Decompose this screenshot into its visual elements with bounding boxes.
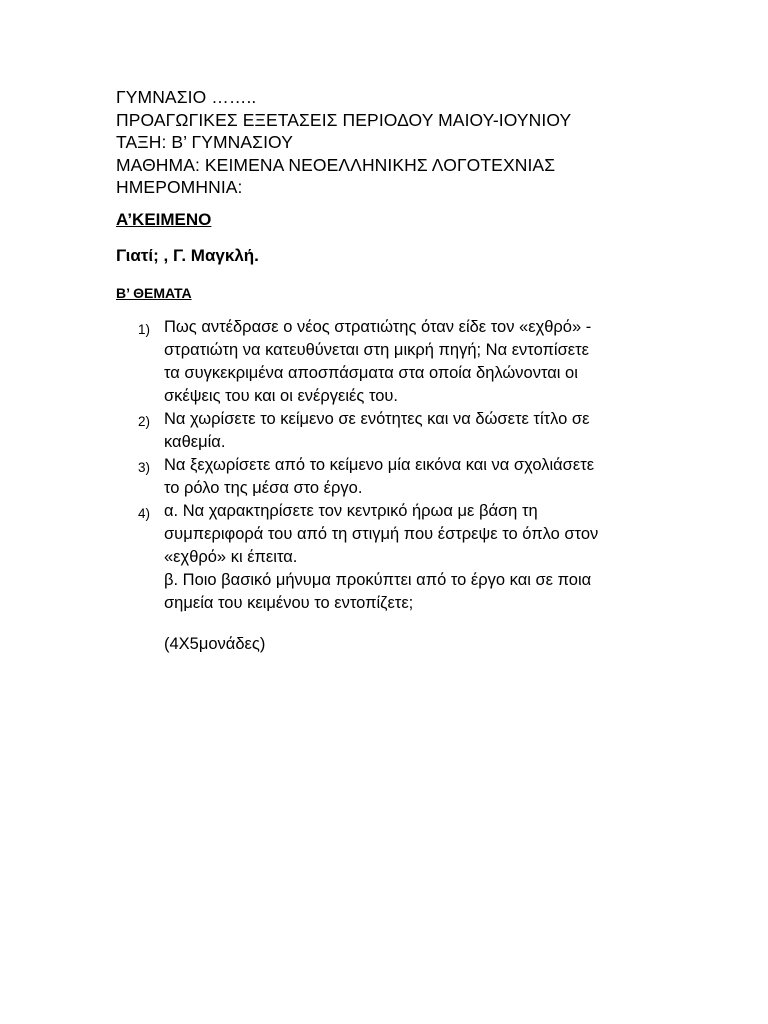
question-text-line: συμπεριφορά του από τη στιγμή που έστρεψε το όπλο στον bbox=[164, 525, 599, 543]
question-text-line: β. Ποιο βασικό μήνυμα προκύπτει από το έργο και σε ποια bbox=[164, 571, 592, 589]
question-text-line: καθεμία. bbox=[164, 433, 226, 451]
class-line: ΤΑΞΗ: Β’ ΓΥΜΝΑΣΙΟΥ bbox=[116, 132, 293, 152]
question-text-line: «εχθρό» κι έπειτα. bbox=[164, 548, 298, 566]
score-note: (4Χ5μονάδες) bbox=[164, 635, 266, 653]
date-line: ΗΜΕΡΟΜΗΝΙΑ: bbox=[116, 177, 243, 197]
question-text-line: το ρόλο της μέσα στο έργο. bbox=[164, 479, 363, 497]
question-item bbox=[138, 408, 648, 454]
question-item bbox=[138, 454, 648, 500]
exam-header bbox=[116, 86, 571, 199]
question-text-line: Πως αντέδρασε ο νέος στρατιώτης όταν είδε τον «εχθρό» - bbox=[164, 318, 592, 336]
subject-line: ΜΑΘΗΜΑ: ΚΕΙΜΕΝΑ ΝΕΟΕΛΛΗΝΙΚΗΣ ΛΟΓΟΤΕΧΝΙΑΣ bbox=[116, 154, 556, 175]
question-number: 2) bbox=[138, 414, 151, 429]
question-number: 4) bbox=[138, 506, 151, 521]
question-item bbox=[138, 500, 648, 615]
question-text-line: σκέψεις του και οι ενέργειές του. bbox=[164, 387, 399, 405]
question-text-line: α. Να χαρακτηρίσετε τον κεντρικό ήρωα με βάση τη bbox=[164, 502, 538, 520]
question-text-line: στρατιώτη να κατευθύνεται στη μικρή πηγή; Να εντοπίσετε bbox=[164, 341, 589, 359]
question-text-line: τα συγκεκριμένα αποσπάσματα στα οποία δηλώνονται οι bbox=[164, 364, 578, 382]
question-text-line: Να ξεχωρίσετε από το κείμενο μία εικόνα και να σχολιάσετε bbox=[164, 456, 595, 474]
question-number: 1) bbox=[138, 322, 151, 337]
school-line: ΓΥΜΝΑΣΙΟ …….. bbox=[116, 87, 257, 107]
question-text-line: σημεία του κειμένου το εντοπίζετε; bbox=[164, 594, 414, 612]
question-text-line: Να χωρίσετε το κείμενο σε ενότητες και να δώσετε τίτλο σε bbox=[164, 410, 590, 428]
exam-period-line: ΠΡΟΑΓΩΓΙΚΕΣ ΕΞΕΤΑΣΕΙΣ ΠΕΡΙΟΔΟΥ ΜΑΙΟΥ-ΙΟΥΝΙΟΥ bbox=[116, 109, 572, 130]
section-b-heading: Β’ ΘΕΜΑΤΑ bbox=[116, 285, 192, 301]
question-item bbox=[138, 316, 648, 408]
text-title: Γιατί; , Γ. Μαγκλή. bbox=[116, 246, 259, 265]
section-a-heading: Α’ΚΕΙΜΕΝΟ bbox=[116, 210, 212, 229]
questions-list bbox=[138, 316, 648, 615]
question-number: 3) bbox=[138, 460, 151, 475]
